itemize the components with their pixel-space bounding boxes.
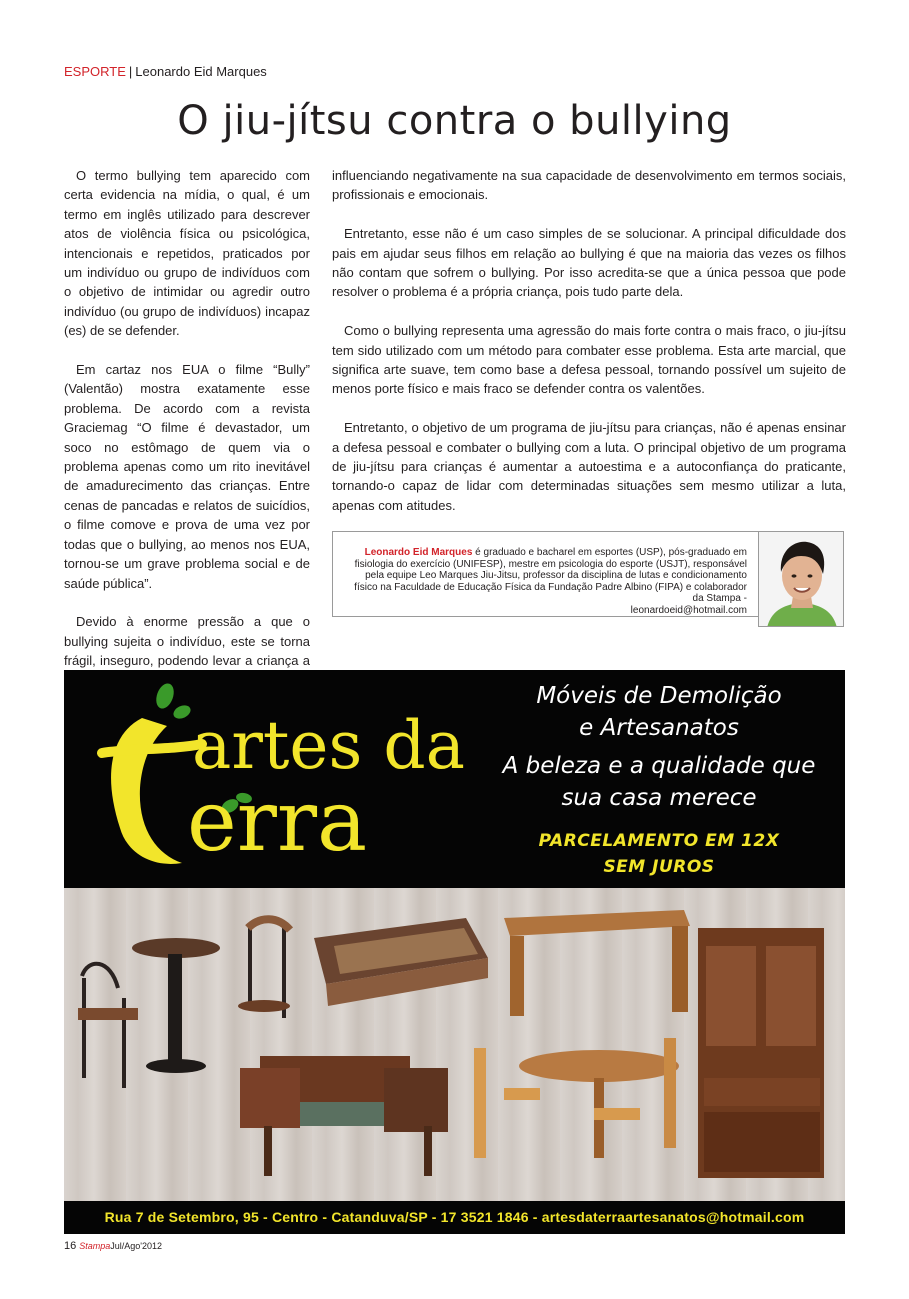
ad-tagline-2: e Artesanatos bbox=[579, 715, 739, 741]
ad-tagline-3: A beleza e a qualidade que bbox=[502, 753, 816, 779]
artes-da-terra-logo bbox=[72, 678, 472, 883]
page-number: 16 bbox=[64, 1240, 77, 1252]
paragraph: Entretanto, o objetivo de um programa de jiu-jítsu para crianças, não é apenas ensinar a defesa pessoal e combater o bullying com a luta. O principal objetivo de um programa de jiu-jítsu para crianças é aumentar a autoestima e a autoconfiança do praticante, tornando-o capaz de lidar com determinadas situações sem mesmo utilizar a luta, apenas com atitudes. bbox=[332, 420, 846, 513]
logo-line-1: artes da bbox=[192, 707, 465, 784]
ad-tagline-4: sua casa merece bbox=[561, 785, 757, 811]
separator: | bbox=[128, 64, 133, 79]
bench-and-chairs-icon bbox=[240, 1056, 448, 1176]
magazine-brand: Stampa bbox=[79, 1241, 111, 1251]
console-table-icon bbox=[504, 910, 690, 1016]
article-column-2 bbox=[332, 166, 846, 535]
paragraph: influenciando negativamente na sua capacidade de desenvolvimento em termos sociais, profissionais e emocionais. bbox=[332, 168, 846, 203]
author-label: Leonardo Eid Marques bbox=[135, 64, 267, 79]
leaf-icon bbox=[171, 703, 192, 721]
article-column-1 bbox=[64, 166, 310, 729]
ad-copy bbox=[474, 670, 844, 880]
author-email: leonardoeid@hotmail.com bbox=[630, 604, 747, 616]
ad-promo-1: PARCELAMENTO EM 12X bbox=[538, 831, 780, 851]
paragraph: Em cartaz nos EUA o filme “Bully” (Valentão) mostra exatamente esse problema. De acordo com a revista Graciemag “O filme é devastador, um soco no estômago de quem via o problema apenas como um rito inevitável de amadurecimento das crianças. Entre cenas de pancadas e relatos de suicídios, o filme comove e prova de uma vez por todas que o bullying, ao menos nos EUA, tornou-se um grave problema social e de saúde pública”. bbox=[64, 362, 310, 591]
author-portrait-icon bbox=[759, 532, 844, 627]
display-coffee-table-icon bbox=[314, 918, 488, 1006]
hutch-cabinet-icon bbox=[698, 928, 824, 1178]
advertisement bbox=[64, 670, 845, 1234]
paragraph: Entretanto, esse não é um caso simples de se solucionar. A principal dificuldade dos pais em ajudar seus filhos em relação ao bullying é que na maioria das vezes os filhos não contam que sofrem o bullying. Por isso acredita-se que a única pessoa que pode resolver o problema é a própria criança, pois tudo parte dela. bbox=[332, 226, 846, 300]
author-bio-name: Leonardo Eid Marques bbox=[364, 547, 473, 558]
logo-line-2: erra bbox=[187, 772, 368, 870]
ad-footer: Rua 7 de Setembro, 95 - Centro - Catanduva/SP - 17 3521 1846 - artesdaterraartesanatos@hotmail.com bbox=[64, 1201, 845, 1234]
ad-tagline-bottom bbox=[474, 750, 844, 814]
logo-swash-t-icon bbox=[111, 718, 182, 864]
ad-promo bbox=[474, 828, 844, 880]
dining-set-icon bbox=[474, 1038, 679, 1158]
issue-date: Jul/Ago'2012 bbox=[110, 1241, 163, 1251]
paragraph: O termo bullying tem aparecido com certa evidencia na mídia, o qual, é um termo em inglês utilizado para descrever atos de violência física ou psicológica, intencionais e repetidos, praticados por um indivíduo ou grupo de indivíduos com o objetivo de intimidar ou agredir outro indivíduo (ou grupo de indivíduos) incapaz (es) de se defender. bbox=[64, 168, 310, 339]
paragraph: Como o bullying representa uma agressão do mais forte contra o mais fraco, o jiu-jítsu tem sido utilizado com um método para combater esse problema. Esta arte marcial, que significa arte suave, tem como base a defesa pessoal, tornando possível um sujeito de menos porte físico e mais fraco se defender contra os valentões. bbox=[332, 323, 846, 397]
page-folio bbox=[64, 1240, 162, 1252]
bistro-table-icon bbox=[132, 938, 220, 1073]
author-bio-text bbox=[347, 547, 747, 616]
paragraph: Devido à enorme pressão a que o bullying sujeita o indivíduo, este se torna frágil, inseguro, podendo levar a criança a bbox=[64, 614, 310, 669]
article-title: O jiu-jítsu contra o bullying bbox=[177, 98, 732, 144]
leaf-icon bbox=[153, 681, 177, 711]
kicker bbox=[64, 64, 267, 79]
ad-promo-2: SEM JUROS bbox=[603, 857, 715, 877]
ad-tagline-top bbox=[474, 680, 844, 744]
ad-tagline-1: Móveis de Demolição bbox=[536, 683, 782, 709]
section-label: ESPORTE bbox=[64, 64, 126, 79]
furniture-photo-collage bbox=[64, 888, 845, 1201]
author-bio-description: é graduado e bacharel em esportes (USP), pós-graduado em fisiologia do exercício (UNIFESP), mestre em psicologia do esporte (USJT), responsável pela equipe Leo Marques Jiu-Jitsu, professor da disciplina de lutas e condicionamento físico na Faculdade de Educação Física da Fundação Padre Albino (FIPA) e colaborador da Stampa - bbox=[354, 547, 747, 604]
author-photo bbox=[758, 531, 844, 627]
author-bio-box bbox=[332, 531, 844, 617]
